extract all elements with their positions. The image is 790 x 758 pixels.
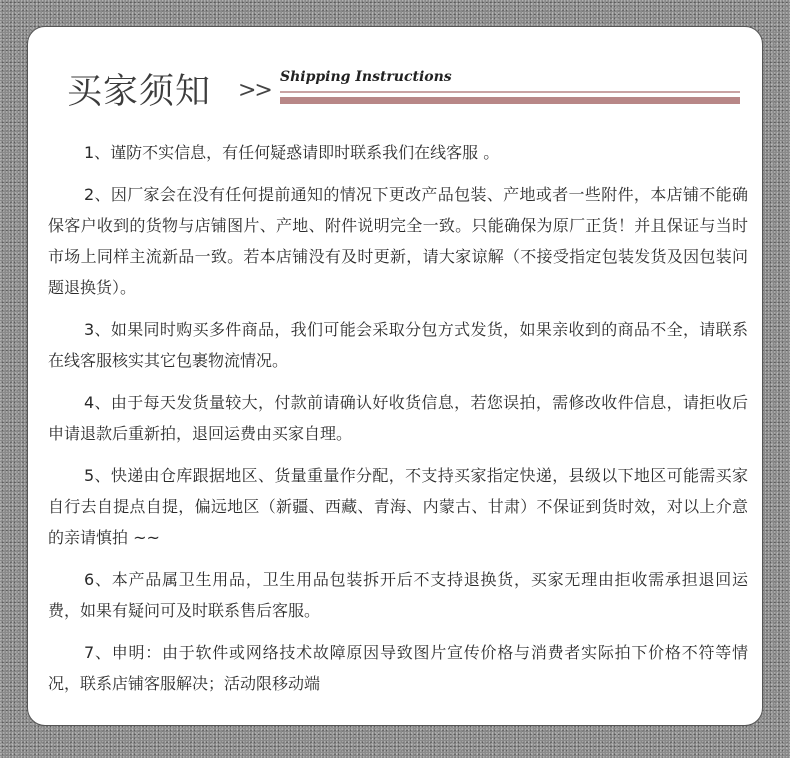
notice-header	[48, 54, 748, 116]
notice-card	[27, 26, 763, 726]
page-title: 买家须知	[67, 72, 212, 112]
notice-item-5: 5、快递由仓库跟据地区、货量重量作分配，不支持买家指定快递，县级以下地区可能需买家自行去自提点自提，偏远地区（新疆、西藏、青海、内蒙古、甘肃）不保证到货时效，对以上介意的亲请慎拍 ~~	[48, 466, 748, 547]
double-chevron-icon: >>	[238, 78, 271, 103]
page-subtitle: Shipping Instructions	[280, 69, 452, 85]
notice-item-3: 3、如果同时购买多件商品，我们可能会采取分包方式发货，如果亲收到的商品不全，请联系在线客服核实其它包裹物流情况。	[48, 320, 748, 370]
notice-item-1: 1、谨防不实信息，有任何疑惑请即时联系我们在线客服 。	[84, 143, 500, 162]
notice-list	[48, 137, 748, 710]
notice-item-2: 2、因厂家会在没有任何提前通知的情况下更改产品包装、产地或者一些附件，本店铺不能确保客户收到的货物与店铺图片、产地、附件说明完全一致。只能确保为原厂正货！并且保证与当时市场上同样主流新品一致。若本店铺没有及时更新，请大家谅解（不接受指定包装发货及因包装问题退换货）。	[48, 185, 748, 297]
notice-item-6: 6、本产品属卫生用品，卫生用品包装拆开后不支持退换货，买家无理由拒收需承担退回运费，如果有疑问可及时联系售后客服。	[48, 570, 748, 620]
header-divider-thick	[280, 97, 740, 104]
notice-item-7: 7、申明：由于软件或网络技术故障原因导致图片宣传价格与消费者实际拍下价格不符等情况，联系店铺客服解决；活动限移动端	[48, 643, 748, 693]
header-divider-thin	[280, 91, 740, 93]
notice-item-4: 4、由于每天发货量较大，付款前请确认好收货信息，若您误拍，需修改收件信息，请拒收后申请退款后重新拍，退回运费由买家自理。	[48, 393, 748, 443]
